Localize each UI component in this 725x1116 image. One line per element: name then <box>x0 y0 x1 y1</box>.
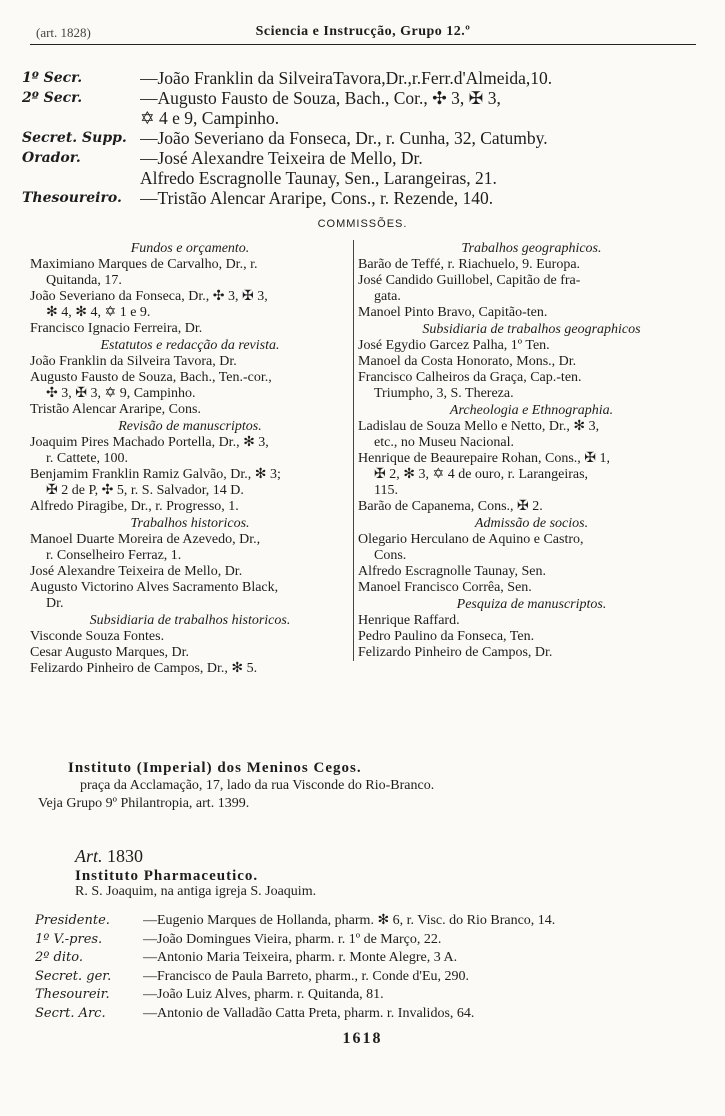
commission-member: Francisco Ignacio Ferreira, Dr. <box>30 321 203 336</box>
officer-row <box>22 168 702 188</box>
commission-member: Cons. <box>374 548 407 563</box>
commission-member: José Egydio Garcez Palha, 1º Ten. <box>358 338 550 353</box>
commission-member: ✠ 2 de P, ✣ 5, r. S. Salvador, 14 D. <box>46 483 244 498</box>
officer-row <box>35 949 715 968</box>
commission-member: Felizardo Pinheiro de Campos, Dr., ✻ 5. <box>30 661 258 676</box>
commission-member: Olegario Herculano de Aquino e Castro, <box>358 532 584 547</box>
commission-member: Cesar Augusto Marques, Dr. <box>30 645 190 660</box>
officer-role: 1º V.-pres. <box>35 931 103 947</box>
running-header <box>30 22 696 45</box>
officer-text: Alfredo Escragnolle Taunay, Sen., Larangeiras, 21. <box>140 168 497 188</box>
commission-member: João Severiano da Fonseca, Dr., ✣ 3, ✠ 3, <box>30 289 268 304</box>
officer-role <box>22 108 140 128</box>
commission-member: Francisco Calheiros da Graça, Cap.-ten. <box>358 370 582 385</box>
officer-role: Secret. Supp. <box>22 130 127 146</box>
officer-row <box>35 986 715 1005</box>
left-column <box>30 240 350 677</box>
officer-row <box>22 68 702 88</box>
officer-text: —João Luiz Alves, pharm. r. Quitanda, 81. <box>143 987 384 1002</box>
officer-role: 2º dito. <box>35 950 83 965</box>
officer-role: 2º Secr. <box>22 90 83 106</box>
commissions-title: COMMISSÕES. <box>317 218 408 230</box>
commission-heading: Estatutos e redacção da revista. <box>100 338 280 353</box>
commission-heading: Admissão de socios. <box>474 516 589 531</box>
commission-member: Augusto Victorino Alves Sacramento Black, <box>30 580 279 595</box>
commission-member: Alfredo Piragibe, Dr., r. Progresso, 1. <box>30 499 239 514</box>
commission-member: Augusto Fausto de Souza, Bach., Ten.-cor., <box>30 370 272 385</box>
officer-row <box>35 968 715 987</box>
commission-heading: Archeologia e Ethnographia. <box>449 403 614 418</box>
commission-member: Triumpho, 3, S. Thereza. <box>374 386 514 401</box>
commission-member: etc., no Museu Nacional. <box>374 435 514 450</box>
officer-text: —João Domingues Vieira, pharm. r. 1º de Março, 22. <box>143 931 442 947</box>
commission-member: Henrique Raffard. <box>358 613 460 628</box>
officer-role: Orador. <box>22 150 81 166</box>
officer-row <box>22 188 702 208</box>
commission-member: Manoel Francisco Corrêa, Sen. <box>358 580 532 595</box>
right-column <box>353 240 705 661</box>
commission-member: r. Conselheiro Ferraz, 1. <box>46 548 182 563</box>
commission-member: Manoel da Costa Honorato, Mons., Dr. <box>358 354 577 369</box>
commission-member: Benjamim Franklin Ramiz Galvão, Dr., ✻ 3; <box>30 467 281 482</box>
commission-member: José Alexandre Teixeira de Mello, Dr. <box>30 564 243 579</box>
officer-row <box>22 128 702 148</box>
officer-role: Presidente. <box>35 913 110 928</box>
commission-member: gata. <box>374 289 401 304</box>
commission-member: Felizardo Pinheiro de Campos, Dr. <box>358 645 553 660</box>
commission-heading: Trabalhos historicos. <box>130 516 250 531</box>
commission-member: Tristão Alencar Araripe, Cons. <box>30 402 201 417</box>
commission-member: Dr. <box>46 596 64 611</box>
article-label: Art. <box>75 846 103 866</box>
commission-member: Maximiano Marques de Carvalho, Dr., r. <box>30 257 258 272</box>
officer-role: Secrt. Arc. <box>35 1005 106 1021</box>
officer-text: —Augusto Fausto de Souza, Bach., Cor., ✣ 3, ✠ 3, <box>140 88 501 108</box>
officer-text: —Antonio Maria Teixeira, pharm. r. Monte Alegre, 3 A. <box>143 950 458 965</box>
commission-heading: Fundos e orçamento. <box>130 241 250 256</box>
commission-member: Barão de Teffé, r. Riachuelo, 9. Europa. <box>358 257 581 272</box>
commission-member: João Franklin da Silveira Tavora, Dr. <box>30 354 237 369</box>
officer-row <box>35 931 715 950</box>
commission-member: Manoel Pinto Bravo, Capitão-ten. <box>358 305 548 320</box>
commission-member: Barão de Capanema, Cons., ✠ 2. <box>358 499 543 514</box>
officer-text: —João Franklin da SilveiraTavora,Dr.,r.Ferr.d'Almeida,10. <box>140 68 553 88</box>
commission-member: Quitanda, 17. <box>46 273 122 288</box>
commission-heading: Revisão de manuscriptos. <box>118 419 262 434</box>
officer-role: Thesoureir. <box>35 987 110 1002</box>
commission-heading: Subsidiaria de trabalhos geographicos <box>422 322 641 337</box>
officer-role: Thesoureiro. <box>22 190 122 206</box>
officer-role: Secret. ger. <box>35 968 112 984</box>
officer-role: 1º Secr. <box>22 70 83 86</box>
officer-text: —João Severiano da Fonseca, Dr., r. Cunha, 32, Catumby. <box>140 128 548 148</box>
officer-text: —Tristão Alencar Araripe, Cons., r. Rezende, 140. <box>140 188 494 208</box>
officer-row <box>35 912 715 931</box>
header-article-ref: (art. 1828) <box>36 25 91 40</box>
institute2-address: R. S. Joaquim, na antiga igreja S. Joaquim. <box>75 884 317 899</box>
officer-row <box>22 148 702 168</box>
commission-member: Visconde Souza Fontes. <box>30 629 165 644</box>
commission-member: ✠ 2, ✻ 3, ✡ 4 de ouro, r. Larangeiras, <box>374 467 589 482</box>
officer-row <box>22 88 702 108</box>
officer-row <box>35 1005 715 1024</box>
commissions-columns <box>30 240 700 730</box>
cross-reference: Veja Grupo 9º Philantropia, art. 1399. <box>38 796 250 811</box>
commission-member: ✻ 4, ✻ 4, ✡ 1 e 9. <box>46 305 151 320</box>
officer-text: ✡ 4 e 9, Campinho. <box>140 108 280 128</box>
officer-role <box>22 168 140 188</box>
commission-member: Manoel Duarte Moreira de Azevedo, Dr., <box>30 532 261 547</box>
article-heading <box>75 846 143 867</box>
institute2-title: Instituto Pharmaceutico. <box>75 868 259 884</box>
officers-top <box>22 68 702 208</box>
commission-member: r. Cattete, 100. <box>46 451 129 466</box>
officer-text: —Francisco de Paula Barreto, pharm., r. Conde d'Eu, 290. <box>143 968 470 984</box>
institute-title: Instituto (Imperial) dos Meninos Cegos. <box>68 760 362 776</box>
header-title: Sciencia e Instrucção, Grupo 12.º <box>255 24 471 39</box>
officer-text: —José Alexandre Teixeira de Mello, Dr. <box>140 148 423 168</box>
institute-address: praça da Acclamação, 17, lado da rua Visconde do Rio-Branco. <box>80 778 435 793</box>
officer-row <box>22 108 702 128</box>
commission-heading: Trabalhos geographicos. <box>461 241 602 256</box>
page-number: 1618 <box>342 1030 383 1047</box>
commission-member: Henrique de Beaurepaire Rohan, Cons., ✠ 1, <box>358 451 610 466</box>
commission-member: 115. <box>374 483 398 498</box>
officer-text: —Eugenio Marques de Hollanda, pharm. ✻ 6, r. Visc. do Rio Branco, 14. <box>143 913 556 928</box>
commission-member: Joaquim Pires Machado Portella, Dr., ✻ 3, <box>30 435 269 450</box>
commission-member: ✣ 3, ✠ 3, ✡ 9, Campinho. <box>46 386 196 401</box>
commission-heading: Pesquiza de manuscriptos. <box>456 597 607 612</box>
officer-text: —Antonio de Valladão Catta Preta, pharm. r. Invalidos, 64. <box>143 1005 475 1021</box>
commission-member: Alfredo Escragnolle Taunay, Sen. <box>358 564 546 579</box>
commission-member: Pedro Paulino da Fonseca, Ten. <box>358 629 535 644</box>
article-number: 1830 <box>107 846 144 866</box>
officers-bottom <box>35 912 715 1023</box>
commission-member: Ladislau de Souza Mello e Netto, Dr., ✻ 3, <box>358 419 600 434</box>
commission-member: José Candido Guillobel, Capitão de fra- <box>358 273 581 288</box>
commission-heading: Subsidiaria de trabalhos historicos. <box>89 613 291 628</box>
